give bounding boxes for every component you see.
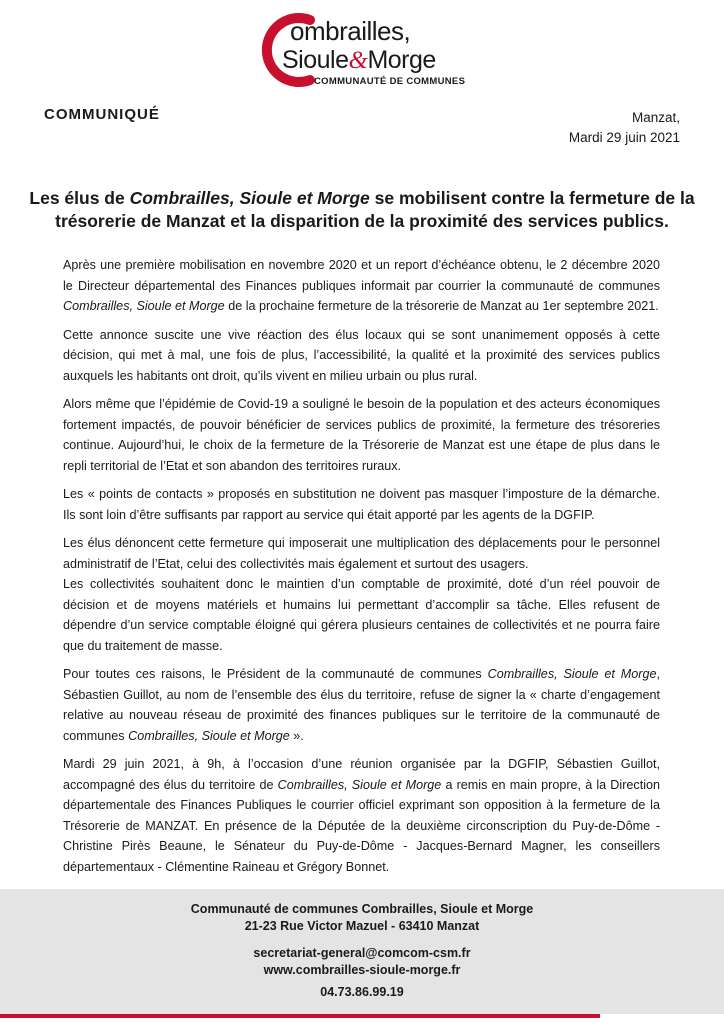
footer-phone: 04.73.86.99.19: [320, 985, 404, 999]
paragraph: Les collectivités souhaitent donc le maintien d’un comptable de proximité, doté d’un réel pouvoir de décision et de moyens matériels et humains lui permettant d’accomplir sa tâche. Elles refusent de dépendre d’un service comptable éloigné qui gérera plusieurs centaines de collectivités et ne pourra faire que du traitement de masse.: [63, 577, 660, 653]
footer-email-link[interactable]: secretariat-general@comcom-csm.fr: [253, 946, 471, 960]
footer-organization: Communauté de communes Combrailles, Sioule et Morge: [190, 902, 534, 916]
paragraph: Pour toutes ces raisons, le Président de la communauté de communes Combrailles, Sioule et Morge, Sébastien Guillot, au nom de l’ensemble des élus du territoire, refuse de signer la « charte d’engagement relative au nouveau réseau de proximité des finances publiques sur le territoire de la communauté de communes Combrailles, Sioule et Morge ».: [63, 667, 660, 743]
place: Manzat,: [631, 110, 680, 125]
place-and-date: [569, 108, 680, 148]
paragraph: Mardi 29 juin 2021, à 9h, à l’occasion d’une réunion organisée par la DGFIP, Sébastien Guillot, accompagné des élus du territoire de Combrailles, Sioule et Morge a remis en main propre, à la Direction départementale des Finances Publiques le courrier officiel exprimant son opposition à la fermeture de la Trésorerie de MANZAT. En présence de la Députée de la deuxième circonscription du Puy-de-Dôme - Christine Pirès Beaune, le Sénateur du Puy-de-Dôme - Jacques-Bernard Magner, les conseillers départementaux - Clémentine Raineau et Grégory Bonnet.: [63, 757, 660, 874]
footer-website-link[interactable]: www.combrailles-sioule-morge.fr: [263, 963, 461, 977]
footer-online-block: [0, 945, 724, 979]
paragraph: Après une première mobilisation en novembre 2020 et un report d’échéance obtenu, le 2 décembre 2020 le Directeur départemental des Finances publiques informait par courrier la communauté de communes Combrailles, Sioule et Morge de la prochaine fermeture de la trésorerie de Manzat au 1er septembre 2021.: [63, 258, 660, 313]
document-type-label: COMMUNIQUÉ: [44, 106, 160, 123]
footer-address-block: [0, 901, 724, 935]
date: Mardi 29 juin 2021: [568, 130, 680, 145]
paragraph: Les élus dénoncent cette fermeture qui imposerait une multiplication des déplacements pour le personnel administratif de l’Etat, celui des collectivités mais également et surtout des usagers.: [63, 536, 660, 571]
logo-line-1: ombrailles,: [290, 16, 411, 46]
bottom-accent-line: [0, 1014, 600, 1018]
contact-footer: [0, 889, 724, 1014]
paragraph: Alors même que l’épidémie de Covid-19 a souligné le besoin de la population et des acteurs économiques fortement impactés, de pouvoir bénéficier de services publics de proximité, la fermeture des trésoreries continue. Aujourd’hui, le choix de la fermeture de la Trésorerie de Manzat est une étape de plus dans le repli territorial de l’Etat et son abandon des territoires ruraux.: [63, 397, 660, 473]
logo-subtitle: COMMUNAUTÉ DE COMMUNES: [314, 76, 466, 87]
headline: Les élus de Combrailles, Sioule et Morge se mobilisent contre la fermeture de la trésorerie de Manzat et la disparition de la proximité des services publics.: [29, 188, 695, 231]
logo-line-2: Sioule&Morge: [282, 46, 436, 74]
press-release-body: [63, 255, 660, 885]
paragraph: Cette annonce suscite une vive réaction des élus locaux qui se sont unanimement opposés à cette décision, qui met à mal, une fois de plus, l’accessibilité, la qualité et la proximité des services publics auxquels les habitants ont droit, qu’ils vivent en milieu urbain ou plus rural.: [63, 327, 660, 383]
organization-logo: [252, 8, 482, 96]
footer-address: 21-23 Rue Victor Mazuel - 63410 Manzat: [244, 919, 480, 933]
paragraph: Les « points de contacts » proposés en substitution ne doivent pas masquer l’imposture de la démarche. Ils sont loin d’être suffisants par rapport au service qui était apporté par les agents de la DGFIP.: [63, 487, 660, 522]
